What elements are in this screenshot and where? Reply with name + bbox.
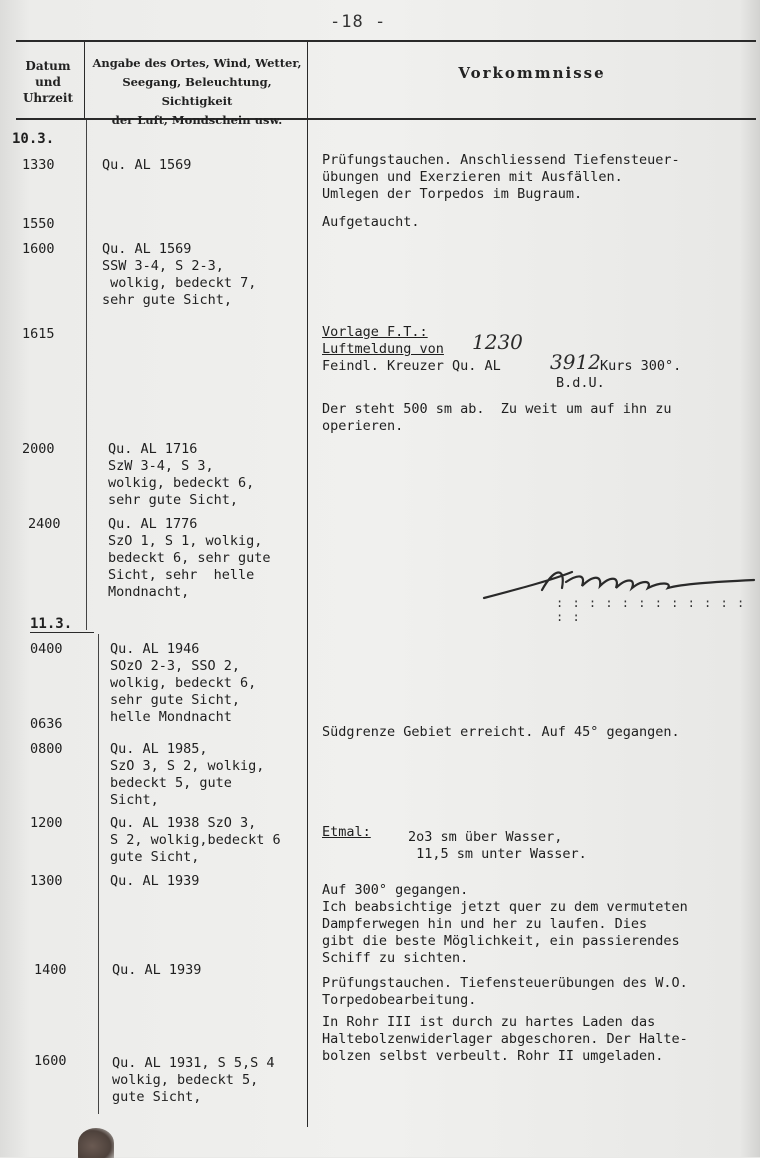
time-0800: 0800 xyxy=(30,741,63,757)
position-1200: Qu. AL 1938 SzO 3, S 2, wolkig,bedeckt 6 gute Sicht, xyxy=(110,815,281,865)
event-1615-handwritten-time: 1230 xyxy=(472,330,523,354)
signature-dotted-line: : : : : : : : : : : : : : : xyxy=(556,596,746,624)
time-1615: 1615 xyxy=(22,326,55,342)
column-divider-2 xyxy=(307,42,308,1127)
header-location-line3: der Luft, Mondschein usw. xyxy=(111,113,283,127)
event-1200-text: 2o3 sm über Wasser, 11,5 sm unter Wasser. xyxy=(408,829,587,862)
event-1615-line2: Feindl. Kreuzer Qu. AL xyxy=(322,358,501,374)
event-1330: Prüfungstauchen. Anschliessend Tiefensteuer- übungen und Exerzieren mit Ausfällen. Umlegen der Torpedos im Bugraum. xyxy=(322,152,680,202)
header-events: Vorkommnisse xyxy=(458,64,606,82)
position-0400: Qu. AL 1946 SOzO 2-3, SSO 2, wolkig, bedeckt 6, sehr gute Sicht, helle Mondnacht xyxy=(110,641,257,725)
position-0800: Qu. AL 1985, SzO 3, S 2, wolkig, bedeckt 5, gute Sicht, xyxy=(110,741,265,808)
time-1550: 1550 xyxy=(22,216,55,232)
event-1615-handwritten-square: 3912 xyxy=(550,350,601,374)
position-2400: Qu. AL 1776 SzO 1, S 1, wolkig, bedeckt 6, sehr gute Sicht, sehr helle Mondnacht, xyxy=(108,516,271,600)
page-number: -18 - xyxy=(330,12,387,32)
header-location-weather xyxy=(88,54,306,130)
header-time-word: Uhrzeit xyxy=(22,91,74,105)
event-1615-line1: Luftmeldung von xyxy=(322,341,444,357)
position-2000: Qu. AL 1716 SzW 3-4, S 3, wolkig, bedeckt 6, sehr gute Sicht, xyxy=(108,441,255,508)
column-divider-1-lower xyxy=(98,634,99,1114)
header-and-word: und xyxy=(35,75,61,89)
column-divider-1-body xyxy=(86,120,87,630)
position-1330: Qu. AL 1569 xyxy=(102,157,192,173)
event-1615-note: Der steht 500 sm ab. Zu weit um auf ihn zu operieren. xyxy=(322,401,672,434)
event-1550: Aufgetaucht. xyxy=(322,214,420,230)
event-1615-course: Kurs 300°. xyxy=(600,358,682,374)
event-1600-second: In Rohr III ist durch zu hartes Laden das Haltebolzenwiderlager abgeschoren. Der Halte- bolzen selbst verbeult. Rohr II umgeladen. xyxy=(322,1014,688,1064)
time-1300: 1300 xyxy=(30,873,63,889)
position-1400: Qu. AL 1939 xyxy=(112,962,202,978)
time-1600: 1600 xyxy=(22,241,55,257)
event-1615-sender: B.d.U. xyxy=(556,375,605,391)
time-2000: 2000 xyxy=(22,441,55,457)
time-1200: 1200 xyxy=(30,815,63,831)
time-1400: 1400 xyxy=(34,962,67,978)
thumb-shadow xyxy=(78,1128,114,1158)
position-1300: Qu. AL 1939 xyxy=(110,873,200,889)
time-0636: 0636 xyxy=(30,716,63,732)
column-divider-1 xyxy=(84,42,85,118)
time-1330: 1330 xyxy=(22,157,55,173)
table-top-rule xyxy=(16,40,756,42)
header-location-line2: Seegang, Beleuchtung, Sichtigkeit xyxy=(122,75,272,108)
event-1300: Auf 300° gegangen. Ich beabsichtige jetzt quer zu dem vermuteten Dampferwegen hin und her zu laufen. Dies gibt die beste Möglichkeit, ein passierendes Schiff zu sichten. xyxy=(322,882,688,966)
event-1615-heading: Vorlage F.T.: xyxy=(322,324,428,340)
position-1600: Qu. AL 1569 SSW 3-4, S 2-3, wolkig, bedeckt 7, sehr gute Sicht, xyxy=(102,241,257,308)
event-1400: Prüfungstauchen. Tiefensteuerübungen des W.O. Torpedobearbeitung. xyxy=(322,975,688,1008)
header-date-time xyxy=(18,58,78,106)
date-10-3: 10.3. xyxy=(12,131,55,147)
date-11-3: 11.3. xyxy=(30,616,73,632)
position-1600-second: Qu. AL 1931, S 5,S 4 wolkig, bedeckt 5, gute Sicht, xyxy=(112,1055,275,1105)
header-date-word: Datum xyxy=(25,59,71,73)
event-1200-label: Etmal: xyxy=(322,824,371,840)
time-2400: 2400 xyxy=(28,516,61,532)
event-0636: Südgrenze Gebiet erreicht. Auf 45° gegangen. xyxy=(322,724,680,740)
time-1600-second: 1600 xyxy=(34,1053,67,1069)
header-location-line1: Angabe des Ortes, Wind, Wetter, xyxy=(92,56,302,70)
time-0400: 0400 xyxy=(30,641,63,657)
